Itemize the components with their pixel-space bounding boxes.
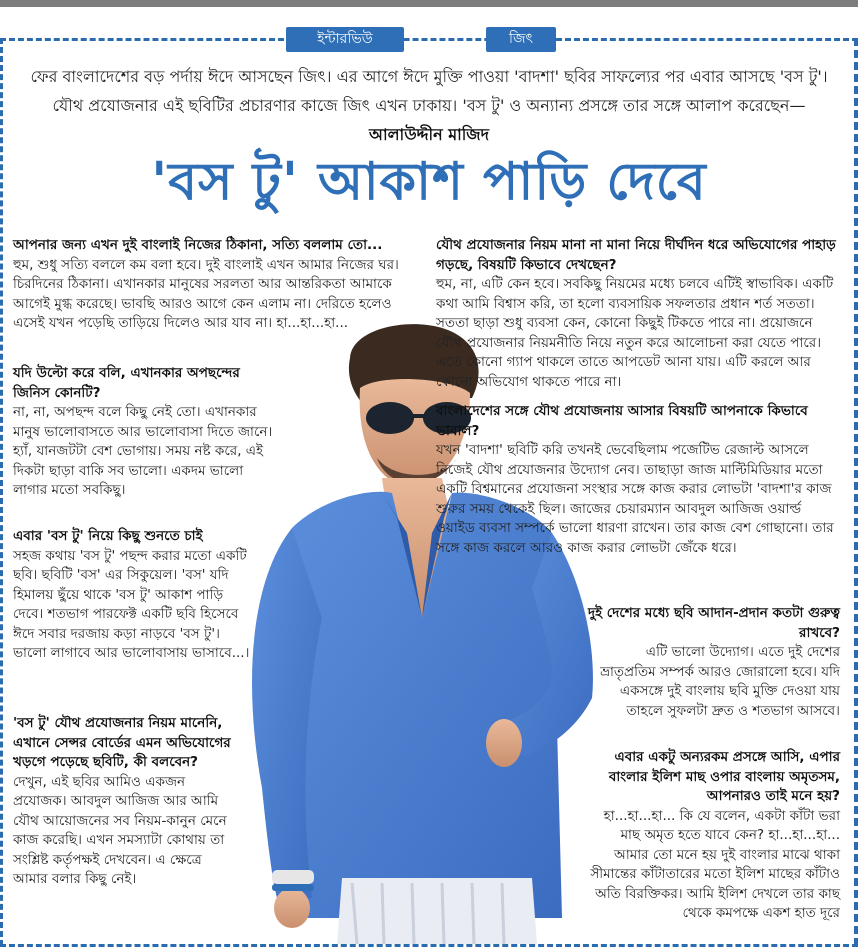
answer: হুম, শুধু সত্যি বললে কম বলা হবে। দুই বাংলাই এখন আমার নিজের ঘর। চিরদিনের ঠিকানা। এখানকার মানুষের সরলতা আর আন্তরিকতা আমাকে আগেই মুগ্ধ করেছে। ভাবছি আরও আগে কেন এলাম না। দেরিতে হলেও এসেই যখন পড়েছি তাড়িয়ে দিলেও আর যাব না। হা...হা...হা...	[13, 256, 399, 331]
answer: না, না, অপছন্দ বলে কিছু নেই তো। এখানকার মানুষ ভালোবাসতে আর ভালোবাসা দিতে জানে। হ্যাঁ, যানজটটা বেশ ভোগায়। সময় নষ্ট করে, এই দিকটা ছাড়া বাকি সব ভালো। একদম ভালো লাগার মতো সবকিছু।	[13, 404, 273, 498]
qa-right-3	[586, 604, 840, 721]
qa-right-2	[436, 402, 840, 558]
qa-right-4	[582, 748, 840, 924]
qa-left-3	[13, 527, 253, 664]
byline: আলাউদ্দীন মাজিদ	[368, 125, 490, 144]
qa-left-2	[13, 364, 275, 501]
qa-left-1	[13, 236, 413, 334]
intro-paragraph	[20, 62, 838, 149]
top-rule	[0, 0, 858, 7]
question: দুই দেশের মধ্যে ছবি আদান-প্রদান কতটা গুরুত্ব রাখবে?	[587, 605, 840, 641]
answer: দেখুন, এই ছবির আমিও একজন প্রযোজক। আবদুল আজিজ আর আমি যৌথ আয়োজনের সব নিয়ম-কানুন মেনে কাজ করেছি। এখন সমস্যাটা কোথায় তা সংশ্লিষ্ট কর্তৃপক্ষই দেখবেন। এ ক্ষেত্রে আমার বলার কিছু নেই।	[13, 773, 227, 887]
headline: 'বস টু' আকাশ পাড়ি দেবে	[151, 151, 707, 212]
question: আপনার জন্য এখন দুই বাংলাই নিজের ঠিকানা, সত্যি বললাম তো...	[13, 237, 383, 253]
frame-bottom-dashes	[0, 944, 858, 947]
qa-right-1	[436, 236, 840, 392]
top-rule-gap	[0, 7, 858, 9]
person-tag: জিৎ	[486, 27, 556, 52]
answer: সহজ কথায় 'বস টু' পছন্দ করার মতো একটি ছবি। ছবিটি 'বস' এর সিকুয়েল। 'বস' যদি হিমালয় ছুঁয়ে থাকে 'বস টু' আকাশ পাড়ি দেবে। শতভাগ পারফেক্ট একটি ছবি হিসেবে ঈদে সবার দরজায় কড়া নাড়বে 'বস টু'। ভালো লাগাবে আর ভালোবাসায় ভাসাবে...।	[13, 547, 250, 661]
section-tag: ইন্টারভিউ	[286, 27, 404, 52]
question: যদি উল্টো করে বলি, এখানকার অপছন্দের জিনিস কোনটি?	[13, 365, 240, 401]
question: 'বস টু' যৌথ প্রযোজনার নিয়ম মানেনি, এখানে সেন্সর বোর্ডের এমন অভিযোগের খড়গে পড়েছে ছবিটি, কী বলবেন?	[13, 715, 231, 770]
qa-left-4	[13, 714, 231, 890]
answer: এটি ভালো উদ্যোগ। এতে দুই দেশের ভ্রাতৃপ্রতিম সম্পর্ক আরও জোরালো হবে। যদি একসঙ্গে দুই বাংলায় ছবি মুক্তি দেওয়া যায় তাহলে সুফলটা দ্রুত ও শতভাগ আসবে।	[600, 644, 840, 719]
answer: হা...হা...হা... কি যে বলেন, একটা কাঁটা ভরা মাছ অমৃত হতে যাবে কেন? হা...হা...হা... আমার তো মনে হয় দুই বাংলার মাঝে থাকা সীমান্তের কাঁটাতারের মতো ইলিশ মাছের কাঁটাও অতি বিরক্তিকর। আমি ইলিশ দেখলে তার কাছ থেকে কমপক্ষে একশ হাত দূরে	[590, 807, 840, 921]
intro-text: ফের বাংলাদেশের বড় পর্দায় ঈদে আসছেন জিৎ। এর আগে ঈদে মুক্তি পাওয়া 'বাদশা' ছবির সাফল্যের পর এবার আসছে 'বস টু'। যৌথ প্রযোজনার এই ছবিটির প্রচারণার কাজে জিৎ এখন ঢাকায়। 'বস টু' ও অন্যান্য প্রসঙ্গে তার সঙ্গে আলাপ করেছেন—	[30, 67, 828, 115]
question: এবার একটু অন্যরকম প্রসঙ্গে আসি, এপার বাংলার ইলিশ মাছ ওপার বাংলায় অমৃতসম, আপনারও তাই মনে হয়?	[608, 749, 840, 804]
question: বাংলাদেশের সঙ্গে যৌথ প্রযোজনায় আসার বিষয়টি আপনাকে কিভাবে ভাবাল?	[436, 403, 808, 439]
question: এবার 'বস টু' নিয়ে কিছু শুনতে চাই	[13, 528, 203, 544]
answer: হুম, না, এটি কেন হবে। সবকিছু নিয়মের মধ্যে চলবে এটিই স্বাভাবিক। একটি কথা আমি বিশ্বাস করি, তা হলো ব্যবসায়িক সফলতার প্রধান শর্ত সততা। সততা ছাড়া শুধু ব্যবসা কেন, কোনো কিছুই টিকতে পারে না। প্রয়োজনে যৌথ প্রযোজনার নিয়মনীতি নিয়ে নতুন করে আলোচনা করা যেতে পারে। এতে কোনো গ্যাপ থাকলে তাতে আপডেট আনা যায়। এটি করলে আর কোনো অভিযোগ থাকতে পারে না।	[436, 276, 834, 390]
frame-top-dashes	[0, 38, 858, 41]
question: যৌথ প্রযোজনার নিয়ম মানা না মানা নিয়ে দীর্ঘদিন ধরে অভিযোগের পাহাড় গড়ছে, বিষয়টি কিভাবে দেখছেন?	[436, 237, 836, 273]
answer: যখন 'বাদশা' ছবিটি করি তখনই ভেবেছিলাম পজেটিভ রেজাল্ট আসলে নিজেই যৌথ প্রযোজনার উদ্যোগ নেব। তাছাড়া জাজ মাল্টিমিডিয়ার মতো একটি বিশ্বমানের প্রযোজনা সংস্থার সঙ্গে কাজ করার লোভটা 'বাদশা'র কাজ শুরুর সময় থেকেই ছিল। জাজের চেয়ারম্যান আবদুল আজিজ ওয়ার্ল্ড ওয়াইড ব্যবসা সম্পর্কে ভালো ধারণা রাখেন। তার কাজ বেশ গোছানো। তার সঙ্গে কাজ করলে আরও কাজ করার লোভটা জেঁকে ধরে।	[436, 442, 834, 556]
